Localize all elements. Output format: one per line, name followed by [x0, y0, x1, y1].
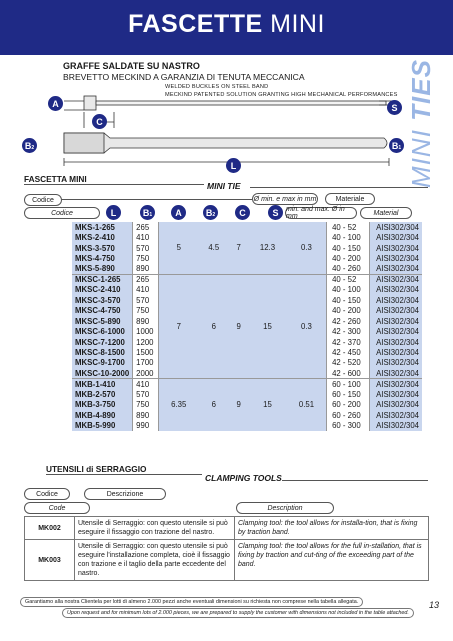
cell-code: MKB-5-990	[72, 420, 133, 430]
cell-material: AISI302/304	[370, 410, 422, 420]
page-header	[0, 0, 453, 55]
cell-material: AISI302/304	[370, 379, 422, 389]
cell-material: AISI302/304	[370, 347, 422, 357]
cell-code: MKSC-8-1500	[72, 347, 133, 357]
cell-l: 1700	[133, 358, 159, 368]
cell-material: AISI302/304	[370, 368, 422, 378]
pill-connector	[62, 199, 252, 200]
cell-range: 42 - 520	[327, 358, 370, 368]
dim-b1-marker: B $_1$	[389, 138, 404, 153]
cell-range: 40 - 200	[327, 253, 370, 263]
codice-label-en: Codice	[24, 207, 100, 219]
cell-l: 570	[133, 389, 159, 399]
product-table	[72, 222, 422, 431]
cell-l: 570	[133, 295, 159, 305]
cell-l: 750	[133, 306, 159, 316]
cell-l: 570	[133, 243, 159, 253]
tools-row	[25, 540, 429, 581]
cell-range: 60 - 260	[327, 410, 370, 420]
cell-code: MKB-3-750	[72, 399, 133, 409]
cell-l: 890	[133, 316, 159, 326]
cell-code: MKSC-9-1700	[72, 358, 133, 368]
cell-code: MKSC-7-1200	[72, 337, 133, 347]
cell-l: 410	[133, 285, 159, 295]
material-label: Material	[360, 207, 412, 219]
tools-code-label: Code	[24, 502, 90, 514]
intro-line2: WELDED BUCKLES ON STEEL BAND	[165, 84, 269, 90]
section2-rule	[46, 474, 202, 475]
cell-range: 42 - 260	[327, 316, 370, 326]
cell-code: MKB-1-410	[72, 379, 133, 389]
cell-l: 1500	[133, 347, 159, 357]
cell-code: MKS-5-890	[72, 264, 133, 274]
dim-l-marker: L	[226, 158, 241, 173]
intro-line3: MECKIND PATENTED SOLUTION GRANTING HIGH MECHANICAL PERFORMANCES	[165, 92, 398, 98]
cell-material: AISI302/304	[370, 222, 422, 232]
dim-a-marker: A	[48, 96, 63, 111]
cell-c: 15	[248, 274, 287, 378]
side-label: MINI TIES	[405, 58, 436, 188]
col-b1-marker: B $_1$	[140, 205, 155, 220]
cell-code: MKB-2-570	[72, 389, 133, 399]
cell-code: MKSC-6-1000	[72, 326, 133, 336]
cell-code: MKSC-4-750	[72, 306, 133, 316]
cell-b2: 9	[229, 274, 248, 378]
cell-range: 42 - 300	[327, 326, 370, 336]
footer-note-it: Garantiamo alla nostra Clientela per lotti di almeno 2.000 pezzi anche eventuali dimensioni su richiesta non comprese nella tabella allegata.	[20, 597, 363, 607]
cell-code: MKS-2-410	[72, 232, 133, 242]
cell-s: 0.3	[287, 222, 327, 274]
tools-codice-label: Codice	[24, 488, 70, 500]
cell-range: 40 - 52	[327, 274, 370, 284]
cell-range: 40 - 260	[327, 264, 370, 274]
cell-range: 60 - 100	[327, 379, 370, 389]
cell-b1: 6.35	[159, 379, 199, 431]
tools-row	[25, 517, 429, 540]
tool-desc-en: Clamping tool: the tool allows for installa-tion, that is fixing by traction band.	[235, 517, 429, 540]
cell-l: 410	[133, 232, 159, 242]
tool-code: MK002	[25, 517, 75, 540]
cell-b2: 9	[229, 379, 248, 431]
cell-material: AISI302/304	[370, 389, 422, 399]
table-row	[72, 222, 422, 232]
cell-b2: 7	[229, 222, 248, 274]
codice-label-it: Codice	[24, 194, 62, 206]
tools-table	[24, 516, 429, 581]
cell-c: 12.3	[248, 222, 287, 274]
cell-l: 2000	[133, 368, 159, 378]
cell-material: AISI302/304	[370, 285, 422, 295]
cell-material: AISI302/304	[370, 232, 422, 242]
section-clamping-tools: CLAMPING TOOLS	[205, 473, 282, 483]
cell-range: 60 - 150	[327, 389, 370, 399]
cell-c: 15	[248, 379, 287, 431]
tool-desc-it: Utensile di Serraggio: con questo utensile si può eseguire il fissaggio con trazione del nastro.	[75, 517, 235, 540]
cell-l: 990	[133, 420, 159, 430]
tools-descrizione-label: Descrizione	[84, 488, 166, 500]
cell-material: AISI302/304	[370, 337, 422, 347]
cell-a: 6	[198, 379, 229, 431]
cell-code: MKS-3-570	[72, 243, 133, 253]
intro-line1: BREVETTO MECKIND A GARANZIA DI TENUTA MECCANICA	[63, 72, 305, 82]
dim-c-marker: C	[92, 114, 107, 129]
page-title: FASCETTE MINI	[128, 10, 325, 38]
cell-l: 265	[133, 222, 159, 232]
cell-range: 60 - 200	[327, 399, 370, 409]
intro-heading: GRAFFE SALDATE SU NASTRO	[63, 61, 200, 71]
cell-range: 42 - 370	[327, 337, 370, 347]
col-s-marker: S	[268, 205, 283, 220]
dim-s-marker: S	[387, 100, 402, 115]
section-mini-tie: MINI TIE	[207, 181, 241, 191]
section1-rule-right	[250, 187, 428, 188]
cell-code: MKSC-5-890	[72, 316, 133, 326]
cell-material: AISI302/304	[370, 316, 422, 326]
cell-code: MKSC-10-2000	[72, 368, 133, 378]
cell-range: 40 - 150	[327, 243, 370, 253]
section2-rule-right	[282, 480, 428, 481]
cell-l: 1000	[133, 326, 159, 336]
cell-code: MKSC-2-410	[72, 285, 133, 295]
tools-description-label: Description	[236, 502, 334, 514]
footer-note-en: Upon request and for minimum lots of 2.000 pieces, we are prepared to supply the customer with dimensions not included in the table attached.	[62, 608, 414, 618]
minmax-label-it: Ø min. e max in mm	[252, 193, 318, 205]
materiale-label: Materiale	[325, 193, 375, 205]
cell-code: MKSC-1-265	[72, 274, 133, 284]
cell-l: 750	[133, 253, 159, 263]
cell-l: 890	[133, 264, 159, 274]
cell-material: AISI302/304	[370, 274, 422, 284]
cell-l: 410	[133, 379, 159, 389]
cell-material: AISI302/304	[370, 399, 422, 409]
cell-range: 40 - 52	[327, 222, 370, 232]
cell-l: 265	[133, 274, 159, 284]
col-a-marker: A	[171, 205, 186, 220]
cell-material: AISI302/304	[370, 264, 422, 274]
cell-material: AISI302/304	[370, 326, 422, 336]
table-row	[72, 274, 422, 284]
cell-l: 1200	[133, 337, 159, 347]
table-row	[72, 379, 422, 389]
cell-material: AISI302/304	[370, 420, 422, 430]
cell-s: 0.51	[287, 379, 327, 431]
cell-range: 40 - 200	[327, 306, 370, 316]
cell-code: MKSC-3-570	[72, 295, 133, 305]
section1-rule	[24, 184, 204, 185]
page-number: 13	[429, 600, 440, 610]
cell-material: AISI302/304	[370, 295, 422, 305]
cell-range: 40 - 100	[327, 285, 370, 295]
cell-range: 42 - 600	[327, 368, 370, 378]
cell-range: 60 - 300	[327, 420, 370, 430]
col-c-marker: C	[235, 205, 250, 220]
cell-range: 42 - 450	[327, 347, 370, 357]
cell-code: MKS-1-265	[72, 222, 133, 232]
section-utensili: UTENSILI di SERRAGGIO	[46, 464, 147, 474]
cell-code: MKB-4-890	[72, 410, 133, 420]
cell-a: 6	[198, 274, 229, 378]
cell-material: AISI302/304	[370, 358, 422, 368]
cell-range: 40 - 150	[327, 295, 370, 305]
tool-desc-it: Utensile di Serraggio: con questo utensile si può eseguire l'installazione completa, cioè il fissaggio con trazione e il taglio della parte eccedente del nastro.	[75, 540, 235, 581]
dim-b2-marker: B $_2$	[22, 138, 37, 153]
cell-s: 0.3	[287, 274, 327, 378]
cell-material: AISI302/304	[370, 243, 422, 253]
tool-code: MK003	[25, 540, 75, 581]
cell-l: 750	[133, 399, 159, 409]
tool-desc-en: Clamping tool: the tool allows for the full in-stallation, that is fixing by traction and cut-ting of the exceeding part of the band.	[235, 540, 429, 581]
cell-code: MKS-4-750	[72, 253, 133, 263]
cell-l: 890	[133, 410, 159, 420]
cell-material: AISI302/304	[370, 306, 422, 316]
minmax-label-en: min. and max. Ø in mm	[285, 207, 357, 219]
cell-material: AISI302/304	[370, 253, 422, 263]
col-l-marker: L	[106, 205, 121, 220]
cell-range: 40 - 100	[327, 232, 370, 242]
cell-b1: 5	[159, 222, 199, 274]
cell-b1: 7	[159, 274, 199, 378]
section-fascetta-mini: FASCETTA MINI	[24, 174, 87, 184]
cell-a: 4.5	[198, 222, 229, 274]
col-b2-marker: B $_2$	[203, 205, 218, 220]
